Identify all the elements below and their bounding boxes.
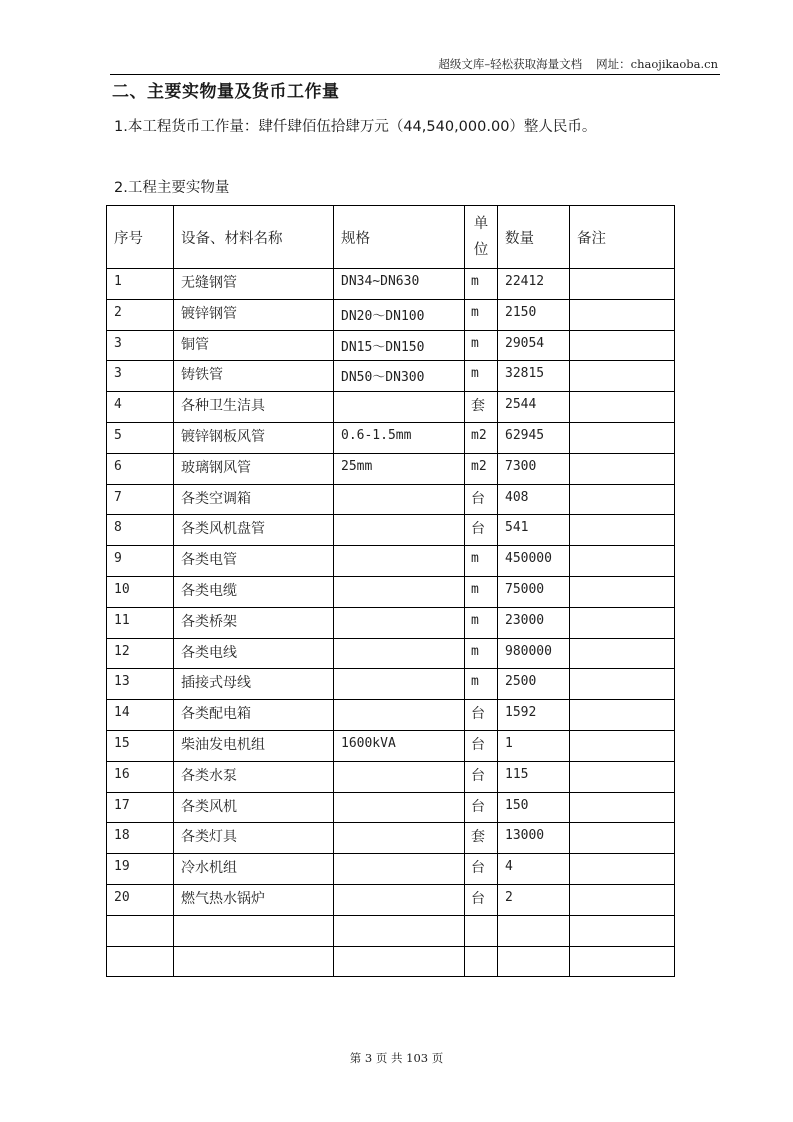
cell-unit: m: [465, 638, 498, 669]
cell-unit: m: [465, 576, 498, 607]
cell-quantity: 2150: [498, 299, 570, 330]
cell-unit: 台: [465, 884, 498, 915]
cell-unit: m: [465, 361, 498, 392]
header-remark: 备注: [570, 206, 675, 269]
table-row: [107, 946, 675, 977]
cell-name: 各类灯具: [174, 823, 334, 854]
cell-remark: [570, 484, 675, 515]
cell-name: 各类风机: [174, 792, 334, 823]
cell-index: 3: [107, 330, 174, 361]
cell-spec: DN15～DN150: [334, 330, 465, 361]
cell-remark: [570, 392, 675, 423]
cell-quantity: 2: [498, 884, 570, 915]
cell-index: 17: [107, 792, 174, 823]
cell-index: 13: [107, 669, 174, 700]
cell-quantity: 1: [498, 730, 570, 761]
cell-unit: m: [465, 330, 498, 361]
table-row: [107, 361, 675, 392]
cell-spec: [334, 484, 465, 515]
cell-index: 19: [107, 854, 174, 885]
cell-quantity: 450000: [498, 546, 570, 577]
page-footer: 第 3 页 共 103 页: [349, 1051, 444, 1065]
cell-remark: [570, 576, 675, 607]
cell-index: 12: [107, 638, 174, 669]
cell-remark: [570, 515, 675, 546]
cell-remark: [570, 884, 675, 915]
header-unit: [465, 206, 498, 269]
header-unit-line2: 位: [473, 242, 489, 258]
cell-spec: [334, 546, 465, 577]
cell-name: 铜管: [174, 330, 334, 361]
cell-name: 各类配电箱: [174, 700, 334, 731]
table-row: [107, 915, 675, 946]
cell-quantity: 4: [498, 854, 570, 885]
cell-unit: 台: [465, 761, 498, 792]
cell-index: [107, 915, 174, 946]
cell-remark: [570, 823, 675, 854]
cell-index: 16: [107, 761, 174, 792]
cell-unit: m: [465, 269, 498, 300]
cell-remark: [570, 761, 675, 792]
page-header: [110, 56, 718, 72]
header-spec: 规格: [334, 206, 465, 269]
cell-remark: [570, 700, 675, 731]
cell-spec: [334, 669, 465, 700]
cell-quantity: 2500: [498, 669, 570, 700]
cell-quantity: 7300: [498, 453, 570, 484]
cell-name: 柴油发电机组: [174, 730, 334, 761]
cell-unit: [465, 946, 498, 977]
quantities-table: [106, 205, 675, 977]
cell-name: 镀锌钢管: [174, 299, 334, 330]
cell-quantity: 75000: [498, 576, 570, 607]
cell-quantity: 2544: [498, 392, 570, 423]
cell-name: 插接式母线: [174, 669, 334, 700]
cell-spec: [334, 515, 465, 546]
cell-name: 镀锌钢板风管: [174, 422, 334, 453]
cell-name: 各类桥架: [174, 607, 334, 638]
cell-remark: [570, 546, 675, 577]
cell-spec: [334, 884, 465, 915]
cell-spec: DN34~DN630: [334, 269, 465, 300]
cell-unit: m: [465, 607, 498, 638]
cell-remark: [570, 299, 675, 330]
cell-quantity: 32815: [498, 361, 570, 392]
header-name: 设备、材料名称: [174, 206, 334, 269]
cell-spec: 1600kVA: [334, 730, 465, 761]
cell-spec: [334, 638, 465, 669]
cell-remark: [570, 607, 675, 638]
cell-remark: [570, 330, 675, 361]
cell-spec: [334, 823, 465, 854]
table-row: [107, 854, 675, 885]
cell-index: 5: [107, 422, 174, 453]
table-row: [107, 576, 675, 607]
cell-index: 15: [107, 730, 174, 761]
table-row: [107, 484, 675, 515]
table-row: [107, 669, 675, 700]
cell-name: 各类风机盘管: [174, 515, 334, 546]
cell-quantity: 13000: [498, 823, 570, 854]
cell-index: 6: [107, 453, 174, 484]
cell-index: 3: [107, 361, 174, 392]
cell-index: [107, 946, 174, 977]
cell-name: 无缝钢管: [174, 269, 334, 300]
cell-name: [174, 946, 334, 977]
cell-remark: [570, 915, 675, 946]
cell-name: 铸铁管: [174, 361, 334, 392]
cell-unit: 台: [465, 700, 498, 731]
cell-index: 8: [107, 515, 174, 546]
physical-quantities-heading: 2.工程主要实物量: [114, 180, 230, 196]
cell-index: 10: [107, 576, 174, 607]
cell-remark: [570, 669, 675, 700]
cell-remark: [570, 792, 675, 823]
cell-name: 各类电管: [174, 546, 334, 577]
cell-quantity: 115: [498, 761, 570, 792]
cell-unit: m2: [465, 422, 498, 453]
cell-remark: [570, 854, 675, 885]
cell-spec: [334, 576, 465, 607]
section-title: 二、主要实物量及货币工作量: [112, 82, 340, 102]
cell-name: [174, 915, 334, 946]
table-row: [107, 299, 675, 330]
cell-index: 11: [107, 607, 174, 638]
cell-unit: 台: [465, 730, 498, 761]
table-row: [107, 700, 675, 731]
cell-name: 燃气热水锅炉: [174, 884, 334, 915]
cell-spec: [334, 607, 465, 638]
table-row: [107, 761, 675, 792]
cell-remark: [570, 946, 675, 977]
cell-spec: [334, 392, 465, 423]
cell-spec: DN20～DN100: [334, 299, 465, 330]
cell-spec: [334, 854, 465, 885]
table-row: [107, 730, 675, 761]
cell-unit: 套: [465, 823, 498, 854]
cell-spec: [334, 700, 465, 731]
cell-name: 各种卫生洁具: [174, 392, 334, 423]
cell-quantity: [498, 915, 570, 946]
cell-index: 20: [107, 884, 174, 915]
cell-quantity: 150: [498, 792, 570, 823]
cell-spec: 25mm: [334, 453, 465, 484]
table-row: [107, 792, 675, 823]
header-library-text: 超级文库–轻松获取海量文档: [438, 57, 583, 71]
cell-quantity: 408: [498, 484, 570, 515]
monetary-workload-paragraph: 1.本工程货币工作量：肆仟肆佰伍拾肆万元（44,540,000.00）整人民币。: [114, 119, 597, 135]
header-unit-line1: 单: [473, 216, 489, 232]
cell-unit: 台: [465, 792, 498, 823]
cell-quantity: 980000: [498, 638, 570, 669]
header-site-label: 网址：chaojikaoba.cn: [596, 57, 718, 71]
table-row: [107, 823, 675, 854]
cell-name: 各类电缆: [174, 576, 334, 607]
table-row: [107, 269, 675, 300]
table-row: [107, 330, 675, 361]
cell-unit: m: [465, 669, 498, 700]
table-row: [107, 884, 675, 915]
table-row: [107, 392, 675, 423]
header-quantity: 数量: [498, 206, 570, 269]
cell-unit: m: [465, 546, 498, 577]
cell-remark: [570, 361, 675, 392]
cell-index: 18: [107, 823, 174, 854]
cell-quantity: 22412: [498, 269, 570, 300]
cell-index: 14: [107, 700, 174, 731]
cell-unit: [465, 915, 498, 946]
cell-remark: [570, 422, 675, 453]
table-row: [107, 638, 675, 669]
cell-remark: [570, 453, 675, 484]
cell-quantity: 1592: [498, 700, 570, 731]
cell-index: 9: [107, 546, 174, 577]
cell-spec: [334, 792, 465, 823]
cell-quantity: 29054: [498, 330, 570, 361]
cell-unit: m: [465, 299, 498, 330]
cell-unit: 套: [465, 392, 498, 423]
header-index: 序号: [107, 206, 174, 269]
table-row: [107, 515, 675, 546]
cell-quantity: 23000: [498, 607, 570, 638]
cell-remark: [570, 269, 675, 300]
cell-unit: 台: [465, 515, 498, 546]
cell-spec: 0.6-1.5mm: [334, 422, 465, 453]
table-header-row: [107, 206, 675, 269]
table-row: [107, 546, 675, 577]
table-row: [107, 607, 675, 638]
cell-unit: 台: [465, 854, 498, 885]
header-divider: [110, 74, 720, 75]
cell-quantity: [498, 946, 570, 977]
cell-quantity: 62945: [498, 422, 570, 453]
cell-remark: [570, 730, 675, 761]
cell-spec: DN50～DN300: [334, 361, 465, 392]
cell-unit: m2: [465, 453, 498, 484]
cell-spec: [334, 761, 465, 792]
cell-quantity: 541: [498, 515, 570, 546]
cell-name: 冷水机组: [174, 854, 334, 885]
cell-index: 2: [107, 299, 174, 330]
cell-name: 各类电线: [174, 638, 334, 669]
cell-name: 各类水泵: [174, 761, 334, 792]
cell-index: 7: [107, 484, 174, 515]
table-row: [107, 453, 675, 484]
cell-unit: 台: [465, 484, 498, 515]
cell-index: 1: [107, 269, 174, 300]
cell-spec: [334, 915, 465, 946]
cell-name: 玻璃钢风管: [174, 453, 334, 484]
table-row: [107, 422, 675, 453]
cell-spec: [334, 946, 465, 977]
cell-remark: [570, 638, 675, 669]
cell-name: 各类空调箱: [174, 484, 334, 515]
cell-index: 4: [107, 392, 174, 423]
